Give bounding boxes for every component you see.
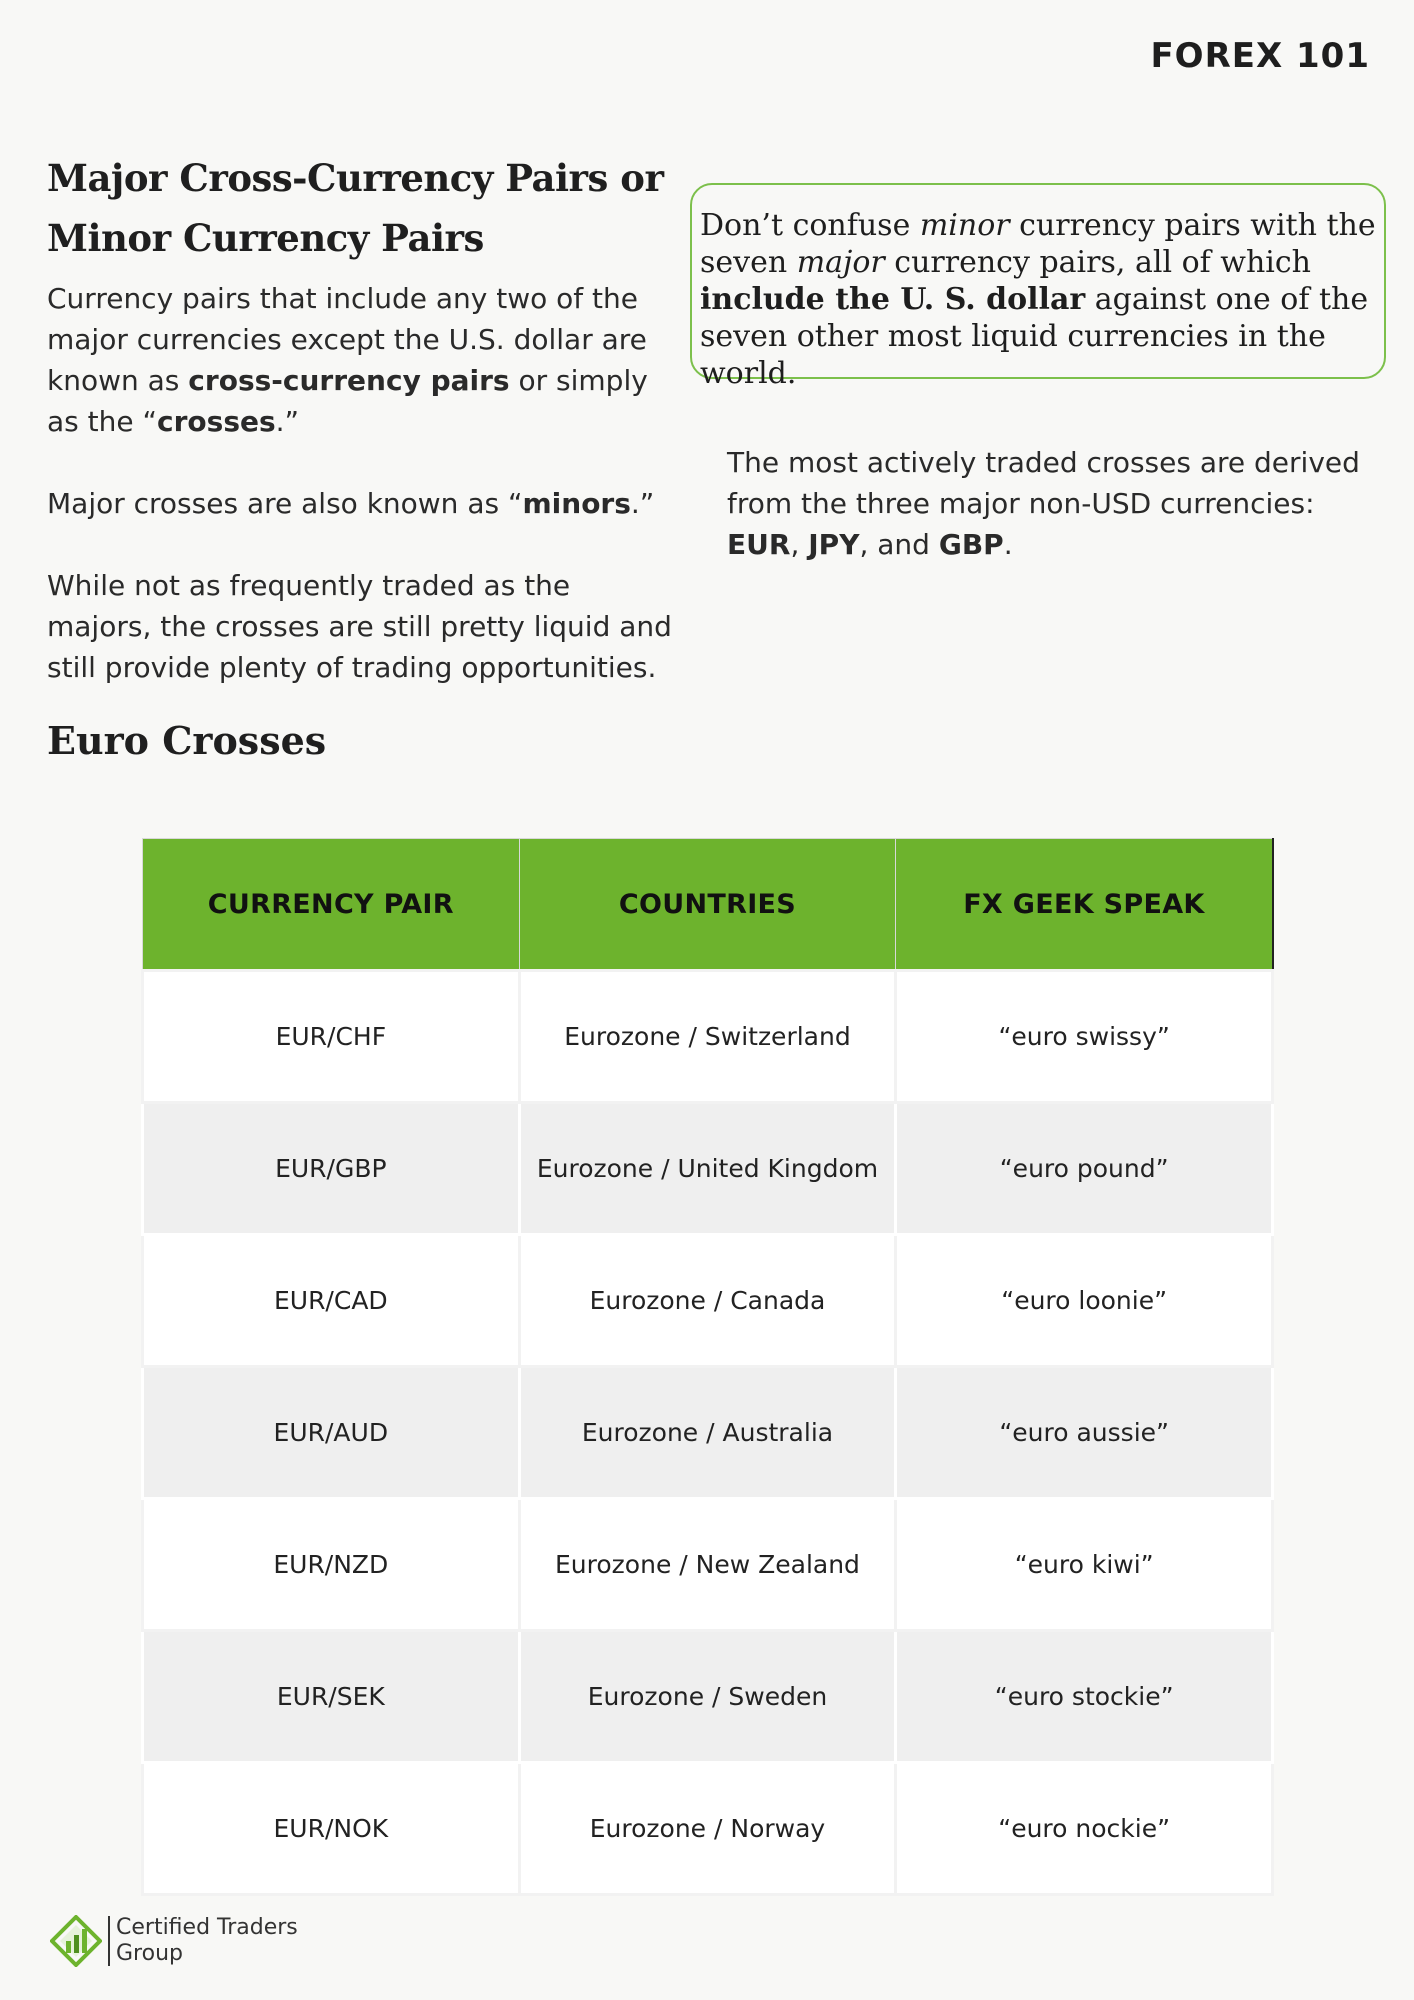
cell-pair: EUR/NOK (143, 1763, 520, 1895)
brand-line-1: Certified Traders (116, 1915, 298, 1940)
intro-text-3: .” (275, 405, 300, 438)
intro-text-1: Currency pairs that include any two of the major currencies except the U.S. dollar are known as (47, 282, 647, 397)
active-text-3: , and (859, 528, 939, 561)
logo-divider (108, 1916, 110, 1966)
footer-brand (50, 1915, 298, 1967)
minors-bold: minors (522, 487, 631, 520)
left-column (47, 278, 677, 729)
cell-nickname: “euro nockie” (896, 1763, 1273, 1895)
callout-text-2: currency pairs with the seven (700, 208, 1376, 280)
callout-bold: include the U. S. dollar (700, 282, 1086, 317)
table-row (143, 1499, 1273, 1631)
header-currency-pair: CURRENCY PAIR (143, 839, 520, 971)
active-text-2: , (790, 528, 809, 561)
callout-text-1: Don’t confuse (700, 208, 920, 243)
table-row (143, 1103, 1273, 1235)
callout-italic-minor: minor (919, 208, 1010, 243)
callout-text-3: currency pairs, all of which (884, 245, 1311, 280)
header-countries: COUNTRIES (519, 839, 896, 971)
cell-pair: EUR/CAD (143, 1235, 520, 1367)
active-text-1: The most actively traded crosses are derived from the three major non-USD currencies: (727, 446, 1360, 520)
intro-text-2: or simply as the “ (47, 364, 648, 438)
cell-nickname: “euro loonie” (896, 1235, 1273, 1367)
intro-bold-crosses: crosses (157, 405, 276, 438)
minors-paragraph (47, 483, 677, 524)
liquidity-paragraph: While not as frequently traded as the majors, the crosses are still pretty liquid and still provide plenty of trading opportunities. (47, 569, 672, 684)
certified-traders-logo-icon (50, 1915, 102, 1967)
cell-countries: Eurozone / United Kingdom (519, 1103, 896, 1235)
header-fx-geek-speak: FX GEEK SPEAK (896, 839, 1273, 971)
cell-pair: EUR/AUD (143, 1367, 520, 1499)
callout-box (690, 183, 1386, 391)
minors-text-2: .” (630, 487, 655, 520)
header-label: FOREX 101 (1150, 36, 1370, 76)
cell-nickname: “euro aussie” (896, 1367, 1273, 1499)
table-row (143, 1763, 1273, 1895)
table-row (143, 1235, 1273, 1367)
cell-countries: Eurozone / Australia (519, 1367, 896, 1499)
table-header-row (143, 839, 1273, 971)
minors-text-1: Major crosses are also known as “ (47, 487, 523, 520)
active-crosses-paragraph (727, 442, 1383, 565)
cell-countries: Eurozone / Switzerland (519, 971, 896, 1103)
cell-countries: Eurozone / Canada (519, 1235, 896, 1367)
cell-nickname: “euro swissy” (896, 971, 1273, 1103)
cell-nickname: “euro kiwi” (896, 1499, 1273, 1631)
callout-italic-major: major (796, 245, 885, 280)
intro-bold-cross-currency: cross-currency pairs (188, 364, 510, 397)
currency-eur: EUR (727, 528, 791, 561)
callout-text-4: against one of the seven other most liquid currencies in the world. (700, 282, 1369, 391)
cell-countries: Eurozone / Sweden (519, 1631, 896, 1763)
cell-pair: EUR/NZD (143, 1499, 520, 1631)
cell-countries: Eurozone / Norway (519, 1763, 896, 1895)
table-row (143, 1367, 1273, 1499)
page-title: Major Cross-Currency Pairs or Minor Currency Pairs (47, 156, 664, 260)
cell-pair: EUR/CHF (143, 971, 520, 1103)
table-row (143, 971, 1273, 1103)
brand-line-2: Group (116, 1941, 183, 1966)
section-title: Euro Crosses (47, 718, 327, 763)
currency-jpy: JPY (808, 528, 860, 561)
euro-crosses-table (141, 838, 1274, 1896)
cell-pair: EUR/GBP (143, 1103, 520, 1235)
table-row (143, 1631, 1273, 1763)
brand-name (116, 1915, 298, 1967)
active-text-4: . (1003, 528, 1013, 561)
currency-gbp: GBP (938, 528, 1004, 561)
cell-nickname: “euro stockie” (896, 1631, 1273, 1763)
cell-pair: EUR/SEK (143, 1631, 520, 1763)
intro-paragraph (47, 278, 677, 442)
cell-nickname: “euro pound” (896, 1103, 1273, 1235)
cell-countries: Eurozone / New Zealand (519, 1499, 896, 1631)
